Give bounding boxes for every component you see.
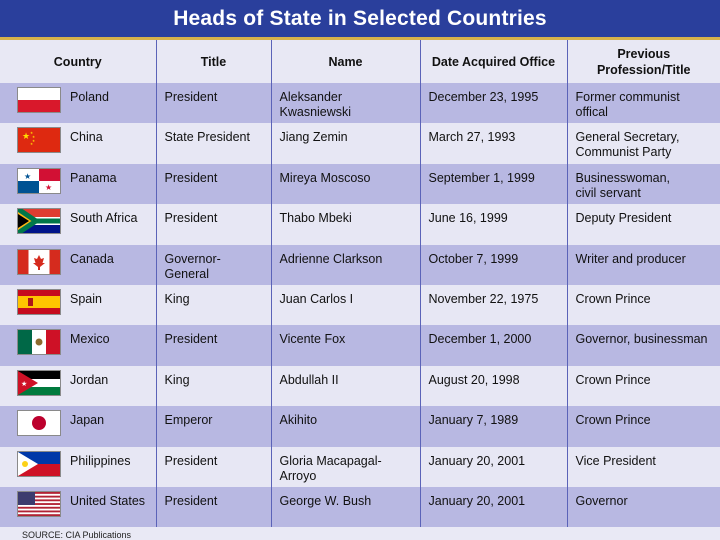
country-name: Panama [70,170,117,185]
date-cell: January 7, 1989 [420,406,567,446]
name-cell: Vicente Fox [271,325,420,365]
page-title: Heads of State in Selected Countries [173,6,547,30]
title-cell: Governor-General [156,245,271,285]
previous-profession-cell: Deputy President [567,204,720,244]
country-cell [0,366,156,406]
country-name: China [70,130,103,145]
country-name: Philippines [70,453,131,468]
previous-profession-cell: Governor [567,487,720,527]
country-cell [0,325,156,365]
title-cell: State President [156,123,271,163]
country-name: South Africa [70,211,138,226]
table-row [0,447,720,487]
name-cell: Jiang Zemin [271,123,420,163]
source-note: SOURCE: CIA Publications [22,530,132,540]
name-cell: Adrienne Clarkson [271,245,420,285]
country-name: Japan [70,413,105,428]
svg-text:★: ★ [45,182,53,192]
column-header-name: Name [271,40,420,83]
country-cell [0,83,156,123]
previous-profession-cell: Crown Prince [567,366,720,406]
country-cell [0,487,156,527]
country-name: Canada [70,251,114,266]
date-cell: January 20, 2001 [420,447,567,487]
table-row [0,366,720,406]
name-cell: Akihito [271,406,420,446]
column-header-title: Title [156,40,271,83]
united-states-flag-icon [18,492,60,516]
heads-of-state-table [0,40,720,527]
panama-flag-icon [18,169,60,193]
country-cell [0,406,156,446]
date-cell: August 20, 1998 [420,366,567,406]
svg-text:★: ★ [21,380,28,388]
title-cell: President [156,83,271,123]
japan-flag-icon [18,411,60,435]
previous-profession-cell: Vice President [567,447,720,487]
title-cell: President [156,487,271,527]
country-cell [0,123,156,163]
date-cell: December 1, 2000 [420,325,567,365]
title-cell: King [156,285,271,325]
title-cell: President [156,204,271,244]
title-cell: President [156,447,271,487]
svg-text:★: ★ [32,139,36,144]
country-name: Poland [70,90,109,104]
south-africa-flag-icon [18,209,60,233]
previous-profession-cell: Crown Prince [567,406,720,446]
country-cell [0,164,156,204]
country-name: Mexico [70,332,110,347]
date-cell: January 20, 2001 [420,487,567,527]
table-row [0,325,720,365]
philippines-flag-icon [18,452,60,476]
table-row [0,487,720,527]
mexico-flag-icon [18,330,60,354]
previous-profession-cell: Governor, businessman [567,325,720,365]
country-cell [0,245,156,285]
name-cell: Mireya Moscoso [271,164,420,204]
country-cell [0,285,156,325]
date-cell: March 27, 1993 [420,123,567,163]
svg-text:★: ★ [22,131,31,142]
spain-flag-icon [18,290,60,314]
table-row [0,204,720,244]
svg-text:★: ★ [30,142,34,147]
previous-profession-cell: Businesswoman, civil servant [567,164,720,204]
canada-flag-icon [18,250,60,274]
date-cell: December 23, 1995 [420,83,567,123]
column-header-date: Date Acquired Office [420,40,567,83]
date-cell: September 1, 1999 [420,164,567,204]
country-cell [0,204,156,244]
table-header-row [0,40,720,83]
country-name: Jordan [70,372,109,387]
name-cell: Aleksander Kwasniewski [271,83,420,123]
name-cell: Gloria Macapagal-Arroyo [271,447,420,487]
table-row [0,406,720,446]
date-cell: November 22, 1975 [420,285,567,325]
name-cell: George W. Bush [271,487,420,527]
previous-profession-cell: Writer and producer [567,245,720,285]
name-cell: Juan Carlos I [271,285,420,325]
previous-profession-cell: Former communist offical [567,83,720,123]
poland-flag-icon [18,88,60,112]
title-cell: King [156,366,271,406]
china-flag-icon [18,128,60,152]
title-cell: President [156,164,271,204]
table-row [0,285,720,325]
table-row [0,245,720,285]
column-header-previous: Previous Profession/Title [567,40,720,83]
date-cell: June 16, 1999 [420,204,567,244]
column-header-country: Country [0,40,156,83]
previous-profession-cell: General Secretary, Communist Party [567,123,720,163]
name-cell: Thabo Mbeki [271,204,420,244]
jordan-flag-icon [18,371,60,395]
title-cell: Emperor [156,406,271,446]
country-cell [0,447,156,487]
svg-text:★: ★ [32,135,36,140]
svg-text:★: ★ [30,131,34,136]
table-row [0,83,720,123]
previous-profession-cell: Crown Prince [567,285,720,325]
title-bar [0,0,720,40]
table-row [0,123,720,163]
country-name: Spain [70,291,102,306]
country-name: United States [70,493,146,508]
date-cell: October 7, 1999 [420,245,567,285]
svg-text:★: ★ [24,171,32,181]
table-row [0,164,720,204]
name-cell: Abdullah II [271,366,420,406]
title-cell: President [156,325,271,365]
